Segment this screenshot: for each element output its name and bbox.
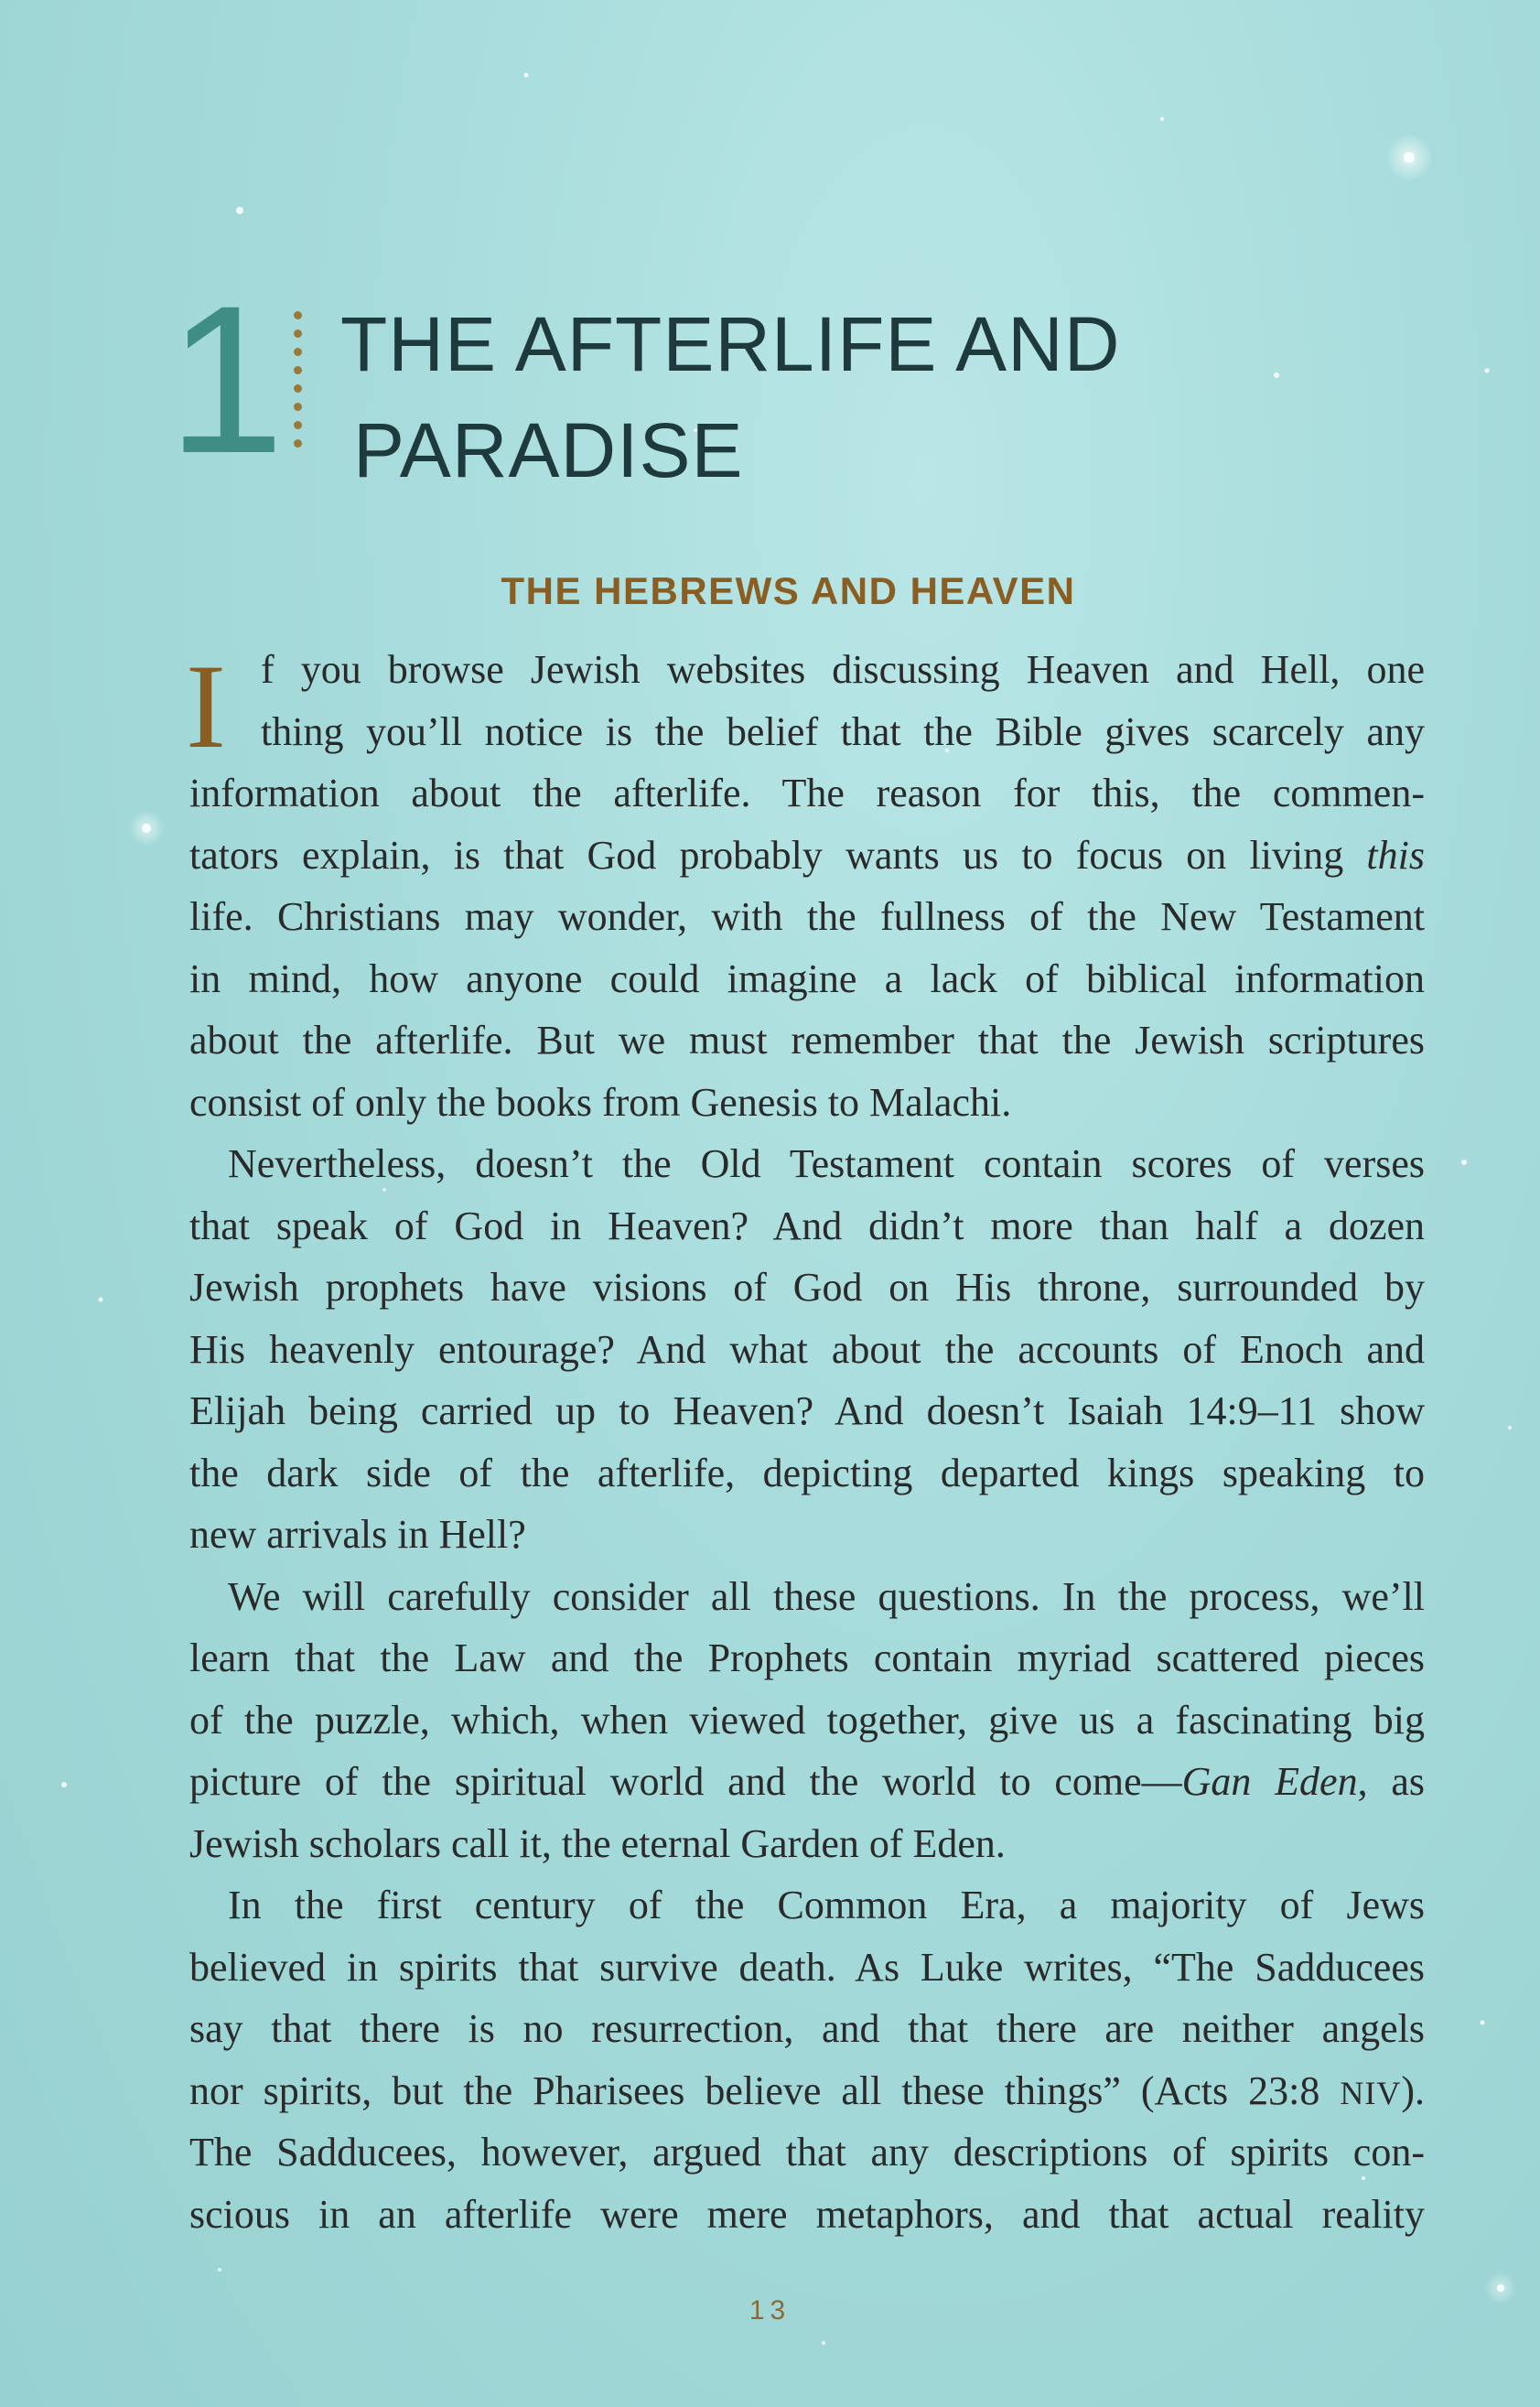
- text-line: Elijah being carried up to Heaven? And doesn’t Isaiah 14:9–11 show: [189, 1388, 1425, 1433]
- drop-cap: I: [186, 639, 226, 773]
- chapter-title-line-1: THE AFTERLIFE AND: [340, 301, 1121, 387]
- paragraph-3: [189, 1566, 1425, 1875]
- text-line: [189, 1751, 1425, 1813]
- text-line: say that there is no resurrection, and that there are neither angels: [189, 2006, 1425, 2051]
- text-line: that speak of God in Heaven? And didn’t more than half a dozen: [189, 1203, 1425, 1248]
- text-span: tators explain, is that God probably wants us to focus on living: [189, 832, 1367, 878]
- text-line: new arrivals in Hell?: [189, 1512, 526, 1557]
- paragraph-4: [189, 1874, 1425, 2245]
- text-line: His heavenly entourage? And what about the accounts of Enoch and: [189, 1326, 1425, 1372]
- section-heading: THE HEBREWS AND HEAVEN: [501, 569, 1076, 612]
- text-line: thing you’ll notice is the belief that the Bible gives scarcely any: [261, 708, 1425, 754]
- emphasis-text: Gan Eden: [1181, 1759, 1358, 1804]
- text-line: in mind, how anyone could imagine a lack of biblical information: [189, 955, 1425, 1001]
- paragraph-1: [186, 639, 1425, 1133]
- body-text: [186, 639, 1425, 2245]
- chapter-title: [340, 291, 1255, 503]
- text-line: The Sadducees, however, argued that any descriptions of spirits con-: [189, 2130, 1425, 2175]
- text-line: learn that the Law and the Prophets contain myriad scattered pieces: [189, 1635, 1425, 1680]
- text-span: picture of the spiritual world and the world to come—: [189, 1759, 1182, 1804]
- text-line: We will carefully consider all these questions. In the process, we’ll: [228, 1573, 1425, 1619]
- text-line: consist of only the books from Genesis to Malachi.: [189, 1079, 1012, 1125]
- text-line: Nevertheless, doesn’t the Old Testament contain scores of verses: [228, 1141, 1425, 1186]
- text-line: scious in an afterlife were mere metaphors, and that actual reality: [189, 2191, 1425, 2237]
- bible-version-abbrev: NIV: [1340, 2074, 1402, 2111]
- text-line: the dark side of the afterlife, depicting departed kings speaking to: [189, 1450, 1425, 1495]
- text-span: , as: [1357, 1759, 1425, 1804]
- text-line: In the first century of the Common Era, a majority of Jews: [228, 1883, 1425, 1927]
- text-span: nor spirits, but the Pharisees believe all these things” (Acts 23:8: [189, 2067, 1341, 2113]
- chapter-dot-divider: [292, 311, 305, 487]
- text-line: life. Christians may wonder, with the fullness of the New Testament: [189, 894, 1425, 939]
- text-line: Jewish prophets have visions of God on His throne, surrounded by: [189, 1265, 1425, 1310]
- text-line: [189, 825, 1425, 887]
- text-line: Jewish scholars call it, the eternal Garden of Eden.: [189, 1820, 1006, 1866]
- emphasis-text: this: [1366, 832, 1425, 878]
- text-span: ).: [1401, 2067, 1425, 2113]
- text-line: about the afterlife. But we must remember that the Jewish scriptures: [189, 1018, 1425, 1063]
- text-line: believed in spirits that survive death. As Luke writes, “The Sadducees: [189, 1944, 1425, 1990]
- chapter-number: 1: [167, 262, 285, 497]
- paragraph-2: [189, 1133, 1425, 1566]
- text-line: information about the afterlife. The reason for this, the commen-: [189, 771, 1425, 815]
- chapter-title-line-2: PARADISE: [353, 407, 744, 493]
- text-line: of the puzzle, which, when viewed together, give us a fascinating big: [189, 1697, 1425, 1743]
- page-number: 13: [748, 2295, 792, 2326]
- text-line: f you browse Jewish websites discussing Heaven and Hell, one: [261, 647, 1425, 692]
- text-line: [189, 2060, 1425, 2122]
